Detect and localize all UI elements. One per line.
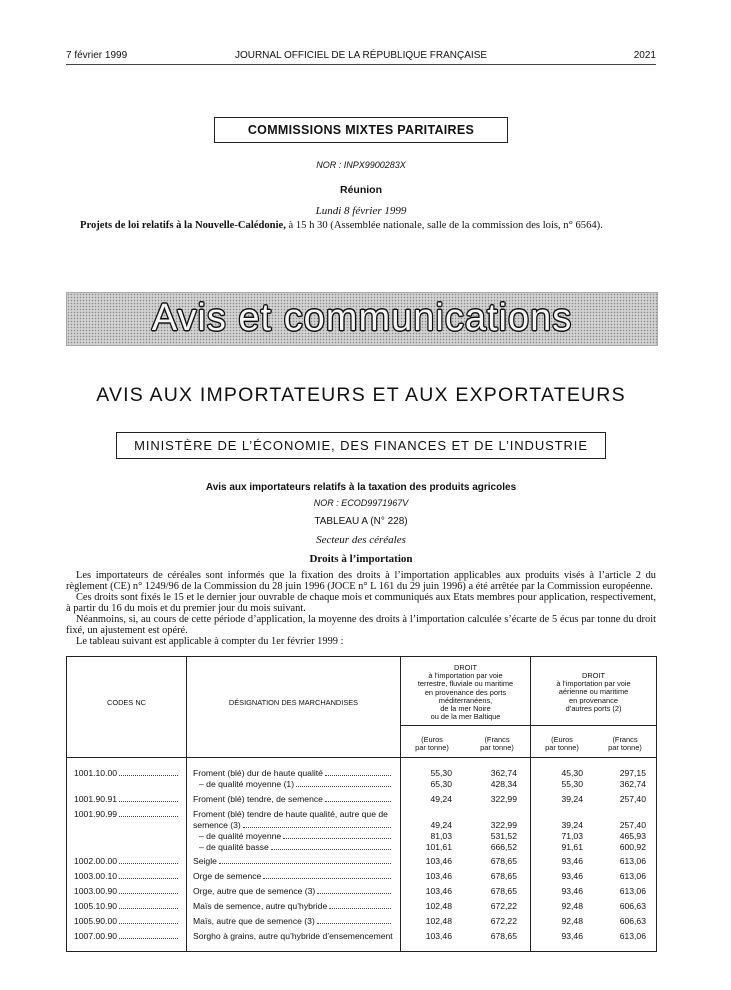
- euros-value: 92,48: [561, 916, 583, 926]
- commissions-nor: NOR : INPX9900283X: [316, 160, 406, 170]
- euros-value: 93,46: [561, 871, 583, 881]
- designation-cell: Seigle: [193, 856, 393, 866]
- euros-value: 102,48: [425, 901, 452, 911]
- euros-value: 103,46: [425, 886, 452, 896]
- droits-table: [66, 656, 657, 952]
- francs-value: 666,52: [490, 842, 517, 852]
- designation-cell: – de qualité moyenne (1): [199, 779, 393, 789]
- designation-cell: Froment (blé) tendre de haute qualité, autre que de: [193, 809, 388, 819]
- euros-value: 81,03: [430, 831, 452, 841]
- francs-header-2: (Francs par tonne): [608, 735, 642, 753]
- euros-header-1: (Euros par tonne): [415, 735, 449, 753]
- francs-value: 257,40: [619, 820, 646, 830]
- euros-header-2: (Euros par tonne): [545, 735, 579, 753]
- nc-code: 1001.10.00: [74, 768, 180, 778]
- euros-value: 65,30: [430, 779, 452, 789]
- euros-value: 39,24: [561, 820, 583, 830]
- reunion-heading: Réunion: [340, 184, 382, 196]
- designation-cell: Froment (blé) tendre, de semence: [193, 794, 393, 804]
- secteur-label: Secteur des céréales: [316, 534, 406, 546]
- designation-cell: – de qualité basse: [199, 842, 393, 852]
- nc-code: 1005.10.90: [74, 901, 180, 911]
- avis-nor: NOR : ECOD9971967V: [313, 498, 409, 508]
- projets-bold: Projets de loi relatifs à la Nouvelle-Calédonie,: [80, 220, 286, 231]
- tableau-label: TABLEAU A (N° 228): [314, 516, 408, 527]
- table-divider: [400, 725, 656, 726]
- designation-cell: semence (3): [193, 820, 393, 830]
- francs-value: 672,22: [490, 901, 517, 911]
- designation-cell: Froment (blé) dur de haute qualité: [193, 768, 393, 778]
- francs-value: 672,22: [490, 916, 517, 926]
- avis-banner: [66, 292, 658, 346]
- francs-value: 600,92: [619, 842, 646, 852]
- euros-value: 55,30: [430, 768, 452, 778]
- nc-code: 1003.00.90: [74, 886, 180, 896]
- francs-value: 613,06: [619, 856, 646, 866]
- designation-cell: – de qualité moyenne: [199, 831, 393, 841]
- francs-value: 257,40: [619, 794, 646, 804]
- table-divider: [67, 757, 656, 758]
- euros-value: 49,24: [430, 794, 452, 804]
- francs-value: 297,15: [619, 768, 646, 778]
- francs-value: 613,06: [619, 886, 646, 896]
- projets-rest: à 15 h 30 (Assemblée nationale, salle de la commission des lois, n° 6564).: [288, 220, 603, 231]
- header-date: 7 février 1999: [66, 50, 128, 61]
- euros-value: 93,46: [561, 886, 583, 896]
- nc-code: 1005.90.00: [74, 916, 180, 926]
- paragraph-4: Le tableau suivant est applicable à compter du 1er février 1999 :: [76, 636, 344, 647]
- commissions-title: COMMISSIONS MIXTES PARITAIRES: [214, 117, 508, 143]
- francs-value: 322,99: [490, 794, 517, 804]
- header-rule: [66, 64, 656, 65]
- francs-value: 362,74: [619, 779, 646, 789]
- euros-value: 103,46: [425, 871, 452, 881]
- euros-value: 55,30: [561, 779, 583, 789]
- designation-cell: Maïs de semence, autre qu’hybride: [193, 901, 393, 911]
- francs-value: 613,06: [619, 871, 646, 881]
- nc-code: 1001.90.99: [74, 809, 180, 819]
- designation-cell: Orge de semence: [193, 871, 393, 881]
- francs-value: 613,06: [619, 931, 646, 941]
- euros-value: 45,30: [561, 768, 583, 778]
- euros-value: 71,03: [561, 831, 583, 841]
- francs-value: 678,65: [490, 886, 517, 896]
- projets-line: [80, 220, 680, 231]
- designation-cell: Sorgho à grains, autre qu’hybride d’ensemencement: [193, 931, 393, 941]
- paragraph-3: Néanmoins, si, au cours de cette période d’application, la moyenne des droits à l’importation calculée s’écarte de 5 écus par tonne du droit fixé, un ajustement est opéré.: [66, 614, 656, 636]
- droit-mediterranee-header: DROIT à l’importation par voie terrestre, fluviale ou maritime en provenance des ports méditerranéens, de la mer Noire ou de la mer Baltique: [417, 663, 514, 722]
- ministry-title: MINISTÈRE DE L’ÉCONOMIE, DES FINANCES ET DE L’INDUSTRIE: [116, 432, 606, 459]
- paragraph-2: Ces droits sont fixés le 15 et le dernier jour ouvrable de chaque mois et communiqués aux Etats membres pour application, respectivement, à partir du 16 du mois et du premier jour du mois suivant.: [66, 592, 656, 614]
- avis-title: Avis aux importateurs relatifs à la taxation des produits agricoles: [205, 482, 517, 493]
- francs-value: 606,63: [619, 916, 646, 926]
- euros-value: 93,46: [561, 931, 583, 941]
- nc-code: 1002.00.00: [74, 856, 180, 866]
- paragraph-1: Les importateurs de céréales sont informés que la fixation des droits à l’importation applicables aux produits visés à l’article 2 du règlement (CE) n° 1249/96 de la Commission du 28 juin 1996 (JOCE n° L 161 du 29 juin 1996) a été arrêtée par la Commission européenne.: [66, 570, 656, 592]
- droit-autres-ports-header: DROIT à l’importation par voie aérienne ou maritime en provenance d’autres ports (2): [556, 671, 631, 713]
- nc-code: 1007.00.90: [74, 931, 180, 941]
- designation-cell: Maïs, autre que de semence (3): [193, 916, 393, 926]
- designation-cell: Orge, autre que de semence (3): [193, 886, 393, 896]
- page-number: 2021: [633, 50, 656, 61]
- francs-header-1: (Francs par tonne): [480, 735, 514, 753]
- nc-code: 1003.00.10: [74, 871, 180, 881]
- euros-value: 102,48: [425, 916, 452, 926]
- designation-header: DÉSIGNATION DES MARCHANDISES: [228, 698, 359, 707]
- euros-value: 103,46: [425, 856, 452, 866]
- euros-value: 91,61: [561, 842, 583, 852]
- francs-value: 428,34: [490, 779, 517, 789]
- euros-value: 93,46: [561, 856, 583, 866]
- nc-code: 1001.90.91: [74, 794, 180, 804]
- francs-value: 322,99: [490, 820, 517, 830]
- francs-value: 362,74: [490, 768, 517, 778]
- journal-title: JOURNAL OFFICIEL DE LA RÉPUBLIQUE FRANÇAISE: [234, 50, 488, 61]
- francs-value: 678,65: [490, 931, 517, 941]
- euros-value: 92,48: [561, 901, 583, 911]
- francs-value: 465,93: [619, 831, 646, 841]
- francs-value: 606,63: [619, 901, 646, 911]
- euros-value: 49,24: [430, 820, 452, 830]
- droits-heading: Droits à l’importation: [309, 553, 413, 565]
- francs-value: 531,52: [490, 831, 517, 841]
- francs-value: 678,65: [490, 871, 517, 881]
- francs-value: 678,65: [490, 856, 517, 866]
- reunion-date: Lundi 8 février 1999: [315, 205, 407, 217]
- euros-value: 101,61: [425, 842, 452, 852]
- banner-title: Avis et communications: [151, 297, 573, 339]
- euros-value: 39,24: [561, 794, 583, 804]
- codes-nc-header: CODES NC: [106, 698, 146, 707]
- euros-value: 103,46: [425, 931, 452, 941]
- section-title: AVIS AUX IMPORTATEURS ET AUX EXPORTATEURS: [96, 384, 626, 406]
